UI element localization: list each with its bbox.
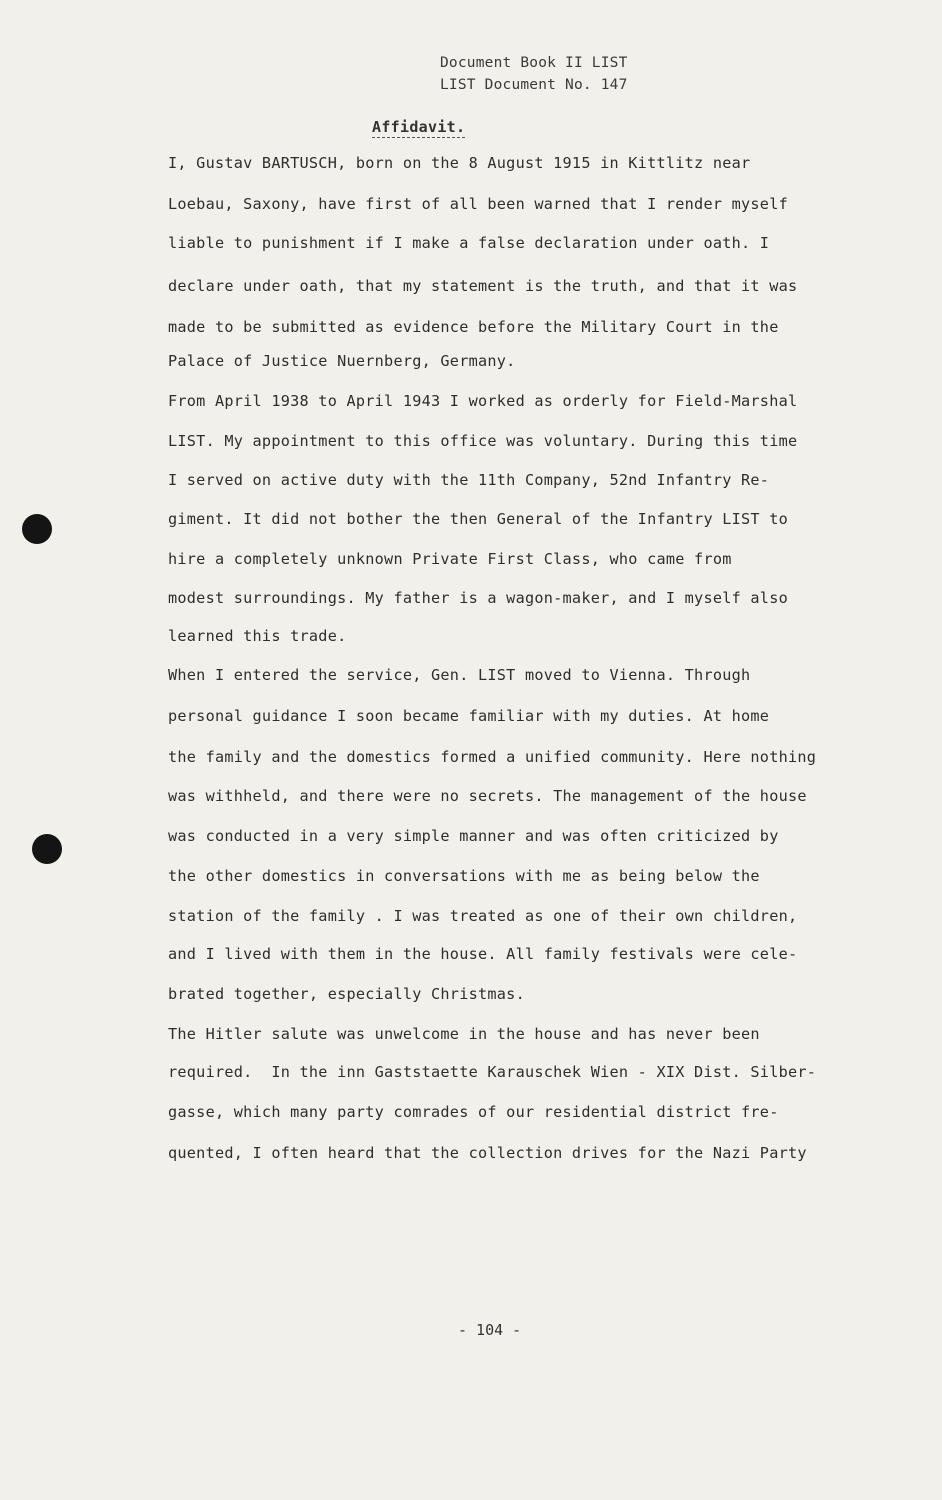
affidavit-title: Affidavit. bbox=[372, 118, 466, 136]
body-line: Palace of Justice Nuernberg, Germany. bbox=[168, 352, 516, 370]
body-line: I served on active duty with the 11th Company, 52nd Infantry Re- bbox=[168, 471, 770, 489]
body-line: quented, I often heard that the collection drives for the Nazi Party bbox=[168, 1144, 807, 1162]
body-line: was conducted in a very simple manner and was often criticized by bbox=[168, 827, 779, 845]
body-line: hire a completely unknown Private First Class, who came from bbox=[168, 550, 732, 568]
body-line: was withheld, and there were no secrets. The management of the house bbox=[168, 787, 807, 805]
body-line: LIST. My appointment to this office was voluntary. During this time bbox=[168, 432, 798, 450]
punch-hole-bottom bbox=[32, 834, 62, 864]
body-line: the family and the domestics formed a unified community. Here nothing bbox=[168, 748, 817, 766]
body-line: declare under oath, that my statement is the truth, and that it was bbox=[168, 277, 798, 295]
body-line: station of the family . I was treated as one of their own children, bbox=[168, 907, 798, 925]
header-document-number: LIST Document No. 147 bbox=[440, 77, 628, 93]
body-line: When I entered the service, Gen. LIST moved to Vienna. Through bbox=[168, 666, 751, 684]
body-line: gasse, which many party comrades of our residential district fre- bbox=[168, 1103, 779, 1121]
document-header bbox=[440, 52, 628, 96]
body-line: the other domestics in conversations with me as being below the bbox=[168, 867, 760, 885]
body-line: I, Gustav BARTUSCH, born on the 8 August 1915 in Kittlitz near bbox=[168, 154, 751, 172]
body-line: Loebau, Saxony, have first of all been warned that I render myself bbox=[168, 195, 788, 213]
body-line: giment. It did not bother the then General of the Infantry LIST to bbox=[168, 510, 788, 528]
punch-hole-top bbox=[22, 514, 52, 544]
header-book-line: Document Book II LIST bbox=[440, 55, 628, 71]
body-line: learned this trade. bbox=[168, 627, 347, 645]
body-line: brated together, especially Christmas. bbox=[168, 985, 525, 1003]
body-line: From April 1938 to April 1943 I worked as orderly for Field-Marshal bbox=[168, 392, 798, 410]
body-line: modest surroundings. My father is a wagon-maker, and I myself also bbox=[168, 589, 788, 607]
body-line: liable to punishment if I make a false declaration under oath. I bbox=[168, 234, 770, 252]
page-number: - 104 - bbox=[458, 1321, 522, 1339]
body-line: required. In the inn Gaststaette Karauschek Wien - XIX Dist. Silber- bbox=[168, 1063, 817, 1081]
body-line: personal guidance I soon became familiar with my duties. At home bbox=[168, 707, 770, 725]
body-line: The Hitler salute was unwelcome in the house and has never been bbox=[168, 1025, 760, 1043]
body-line: made to be submitted as evidence before the Military Court in the bbox=[168, 318, 779, 336]
body-line: and I lived with them in the house. All family festivals were cele- bbox=[168, 945, 798, 963]
